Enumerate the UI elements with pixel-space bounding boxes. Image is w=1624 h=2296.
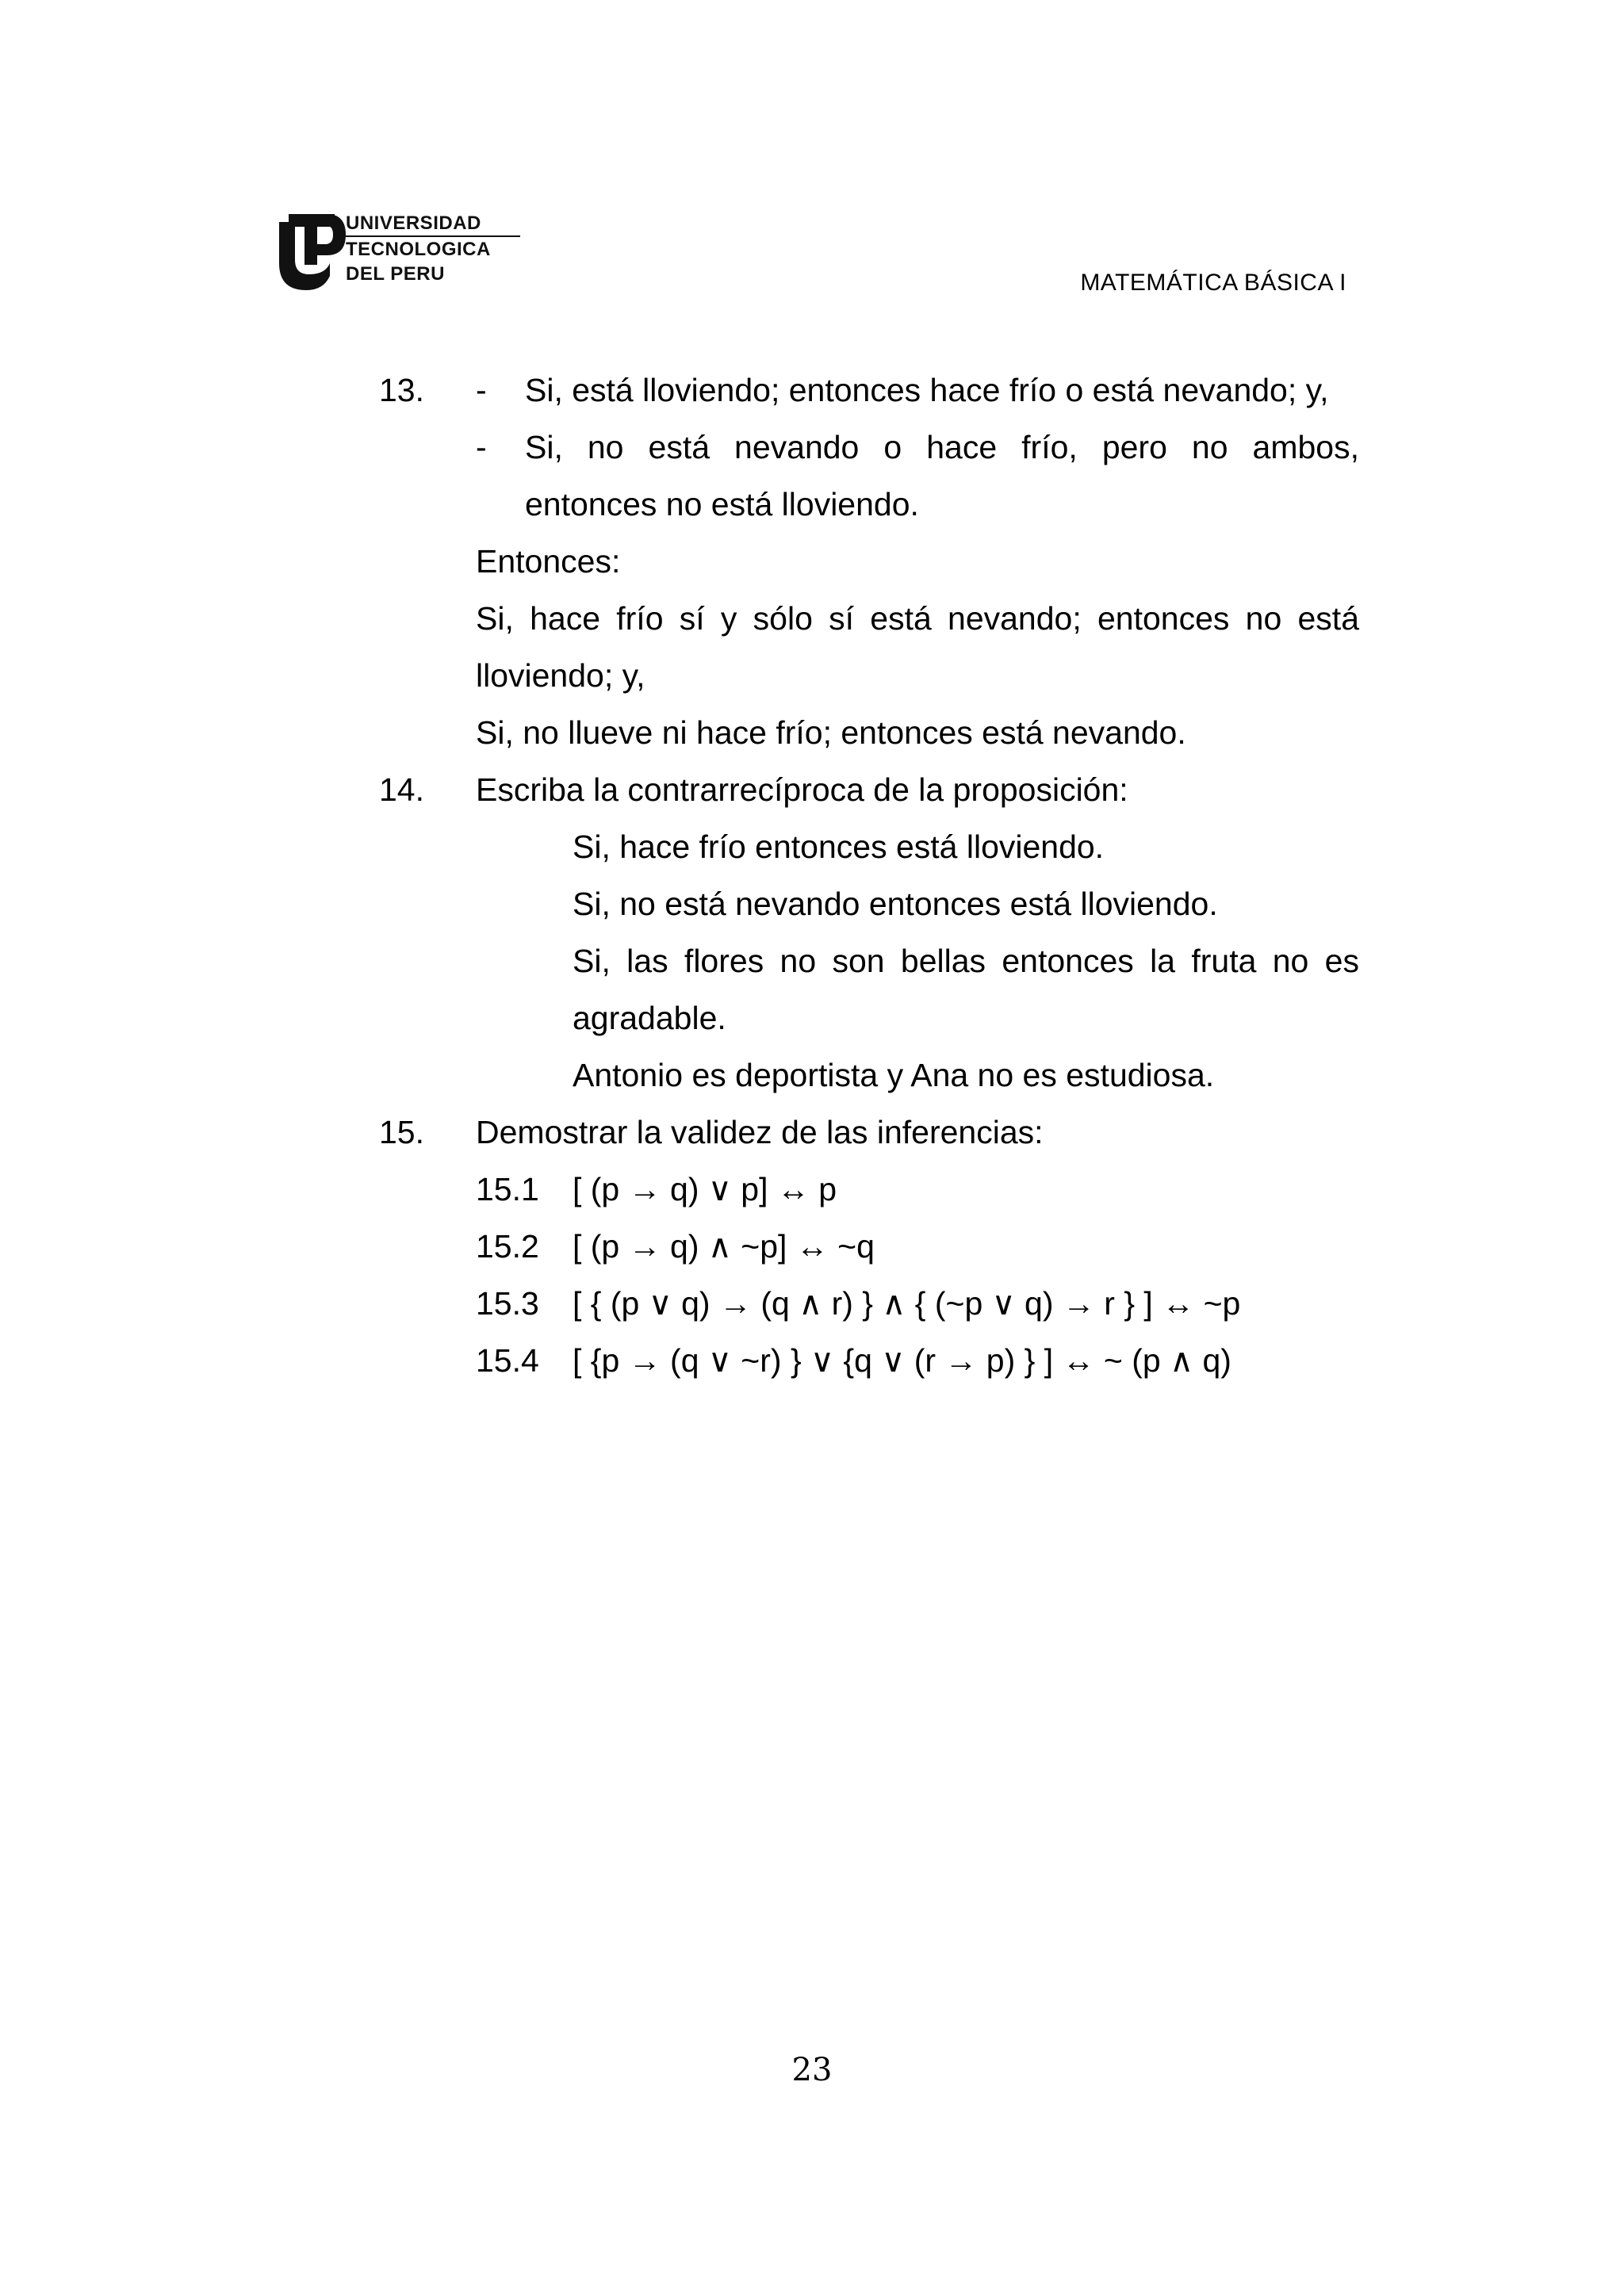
inference-label: 15.4 <box>476 1342 539 1379</box>
problem-15-intro: Demostrar la validez de las inferencias: <box>476 1114 1044 1150</box>
page-number: 23 <box>791 2052 833 2088</box>
problem-13-premise-2-line-2: entonces no está lloviendo. <box>525 486 919 522</box>
problem-13-conclusion-1-line-1: Si, hace frío sí y sólo sí está nevando; entonces no está <box>476 600 1359 637</box>
problem-13-conclusion-1-line-2: lloviendo; y, <box>476 657 645 694</box>
problem-14-item: Antonio es deportista y Ana no es estudiosa. <box>573 1057 1215 1093</box>
problem-13-number: 13. <box>379 372 424 408</box>
logo-line-2: TECNOLOGICA <box>346 235 520 262</box>
logo-line-3: DEL PERU <box>346 263 445 285</box>
course-title: MATEMÁTICA BÁSICA I <box>1080 270 1346 296</box>
problem-13-premise-2-line-1: Si, no está nevando o hace frío, pero no ambos, <box>525 429 1359 465</box>
inference-formula: [ {p → (q ∨ ~r) } ∨ {q ∨ (r → p) } ] ↔ ~ (p ∧ q) <box>573 1342 1231 1379</box>
problem-14-item-continuation: agradable. <box>573 1000 726 1036</box>
utp-logo <box>278 208 515 295</box>
inference-label: 15.2 <box>476 1228 539 1265</box>
inference-label: 15.3 <box>476 1285 539 1322</box>
problem-13-then: Entonces: <box>476 543 621 580</box>
problem-14-item: Si, no está nevando entonces está lloviendo. <box>573 886 1218 922</box>
inference-formula: [ { (p ∨ q) → (q ∧ r) } ∧ { (~p ∨ q) → r } ] ↔ ~p <box>573 1285 1241 1322</box>
problem-14-item: Si, hace frío entonces está lloviendo. <box>573 828 1105 865</box>
problem-14-item: Si, las flores no son bellas entonces la fruta no es <box>573 943 1359 979</box>
utp-logo-mark-icon <box>278 208 346 295</box>
inference-label: 15.1 <box>476 1171 539 1207</box>
inference-formula: [ (p → q) ∧ ~p] ↔ ~q <box>573 1228 875 1265</box>
problem-14-number: 14. <box>379 771 424 808</box>
problem-13-conclusion-2: Si, no llueve ni hace frío; entonces está nevando. <box>476 714 1186 751</box>
problem-15-number: 15. <box>379 1114 424 1150</box>
inference-formula: [ (p → q) ∨ p] ↔ p <box>573 1171 837 1207</box>
problem-13-dash-2: - <box>476 429 487 465</box>
logo-line-1: UNIVERSIDAD <box>346 212 481 234</box>
problem-13-premise-1: Si, está lloviendo; entonces hace frío o está nevando; y, <box>525 372 1329 408</box>
problem-13-dash-1: - <box>476 372 487 408</box>
problem-14-intro: Escriba la contrarrecíproca de la proposición: <box>476 771 1128 808</box>
